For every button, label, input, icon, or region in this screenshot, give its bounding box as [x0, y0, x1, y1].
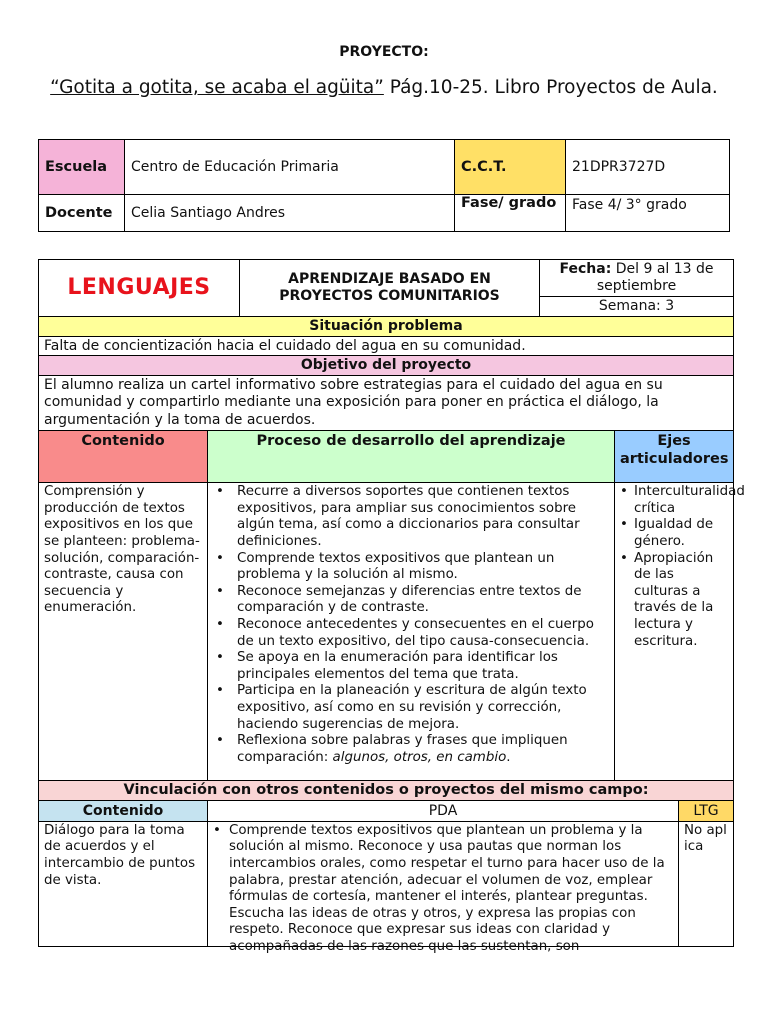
cct-value: 21DPR3727D — [566, 140, 730, 195]
objetivo-label: Objetivo del proyecto — [39, 356, 734, 376]
eje-item: • Interculturalidad crítica — [620, 484, 728, 517]
vinc-pda-cell — [208, 821, 679, 955]
fase-value: Fase 4/ 3° grado — [566, 195, 730, 232]
proceso-item: • Se apoya en la enumeración para identificar los principales elementos del tema que trata. — [213, 650, 609, 683]
vinculacion-label: Vinculación con otros contenidos o proyectos del mismo campo: — [39, 781, 734, 801]
vinc-col-ltg: LTG — [679, 800, 734, 821]
docente-value: Celia Santiago Andres — [125, 195, 455, 232]
pda-item: • Comprende textos expositivos que plantean un problema y la solución al mismo. Reconoce y usa pautas que norman los intercambios orales, como respetar el turno para hacer uso de la palabra, prestar atención, adecuar el volumen de voz, emplear fórmulas de cortesía, mantener el interés, plantear preguntas. Escucha las ideas de otras y otros, y expresa las propias con respeto. Reconoce que expresar sus ideas con claridad y acompañadas de las razones que las sustentan, son — [213, 823, 673, 956]
proceso-item: • Reconoce antecedentes y consecuentes en el cuerpo de un texto expositivo, del tipo causa-consecuencia. — [213, 617, 609, 650]
contenido-text: Comprensión y producción de textos expositivos en los que se planteen: problema-solución, comparación-contraste, causa con secuencia y enumeración. — [39, 483, 208, 781]
proceso-item: • Participa en la planeación y escritura de algún texto expositivo, así como en su revisión y corrección, haciendo sugerencias de mejora. — [213, 683, 609, 733]
project-title — [30, 74, 738, 101]
proceso-list-cell — [208, 483, 615, 781]
col-proceso: Proceso de desarrollo del aprendizaje — [208, 431, 615, 483]
situacion-text: Falta de concientización hacia el cuidado del agua en su comunidad. — [39, 336, 734, 356]
school-info-table — [38, 139, 730, 232]
vinc-ltg-text — [679, 821, 734, 946]
col-contenido: Contenido — [39, 431, 208, 483]
cct-label: C.C.T. — [455, 140, 566, 195]
docente-label: Docente — [39, 195, 125, 232]
ejes-list-cell — [615, 483, 745, 781]
ejes-list — [620, 484, 745, 650]
proceso-list — [213, 484, 609, 766]
fase-label: Fase/ grado — [455, 195, 566, 232]
proceso-item: • Recurre a diversos soportes que contienen textos expositivos, para ampliar sus conocimientos sobre algún tema, así como a diccionarios para consultar definiciones. — [213, 484, 609, 550]
eje-item: • Apropiación de las culturas a través de la lectura y escritura. — [620, 551, 728, 651]
escuela-value: Centro de Educación Primaria — [125, 140, 455, 195]
semana: Semana: 3 — [540, 297, 734, 317]
escuela-label: Escuela — [39, 140, 125, 195]
eje-item: • Igualdad de género. — [620, 517, 728, 550]
lesson-plan-table — [38, 259, 745, 955]
proceso-item: • Reconoce semejanzas y diferencias entre textos de comparación y de contraste. — [213, 584, 609, 617]
situacion-label: Situación problema — [39, 317, 734, 337]
objetivo-text: El alumno realiza un cartel informativo sobre estrategias para el cuidado del agua en su comunidad y compartirlo mediante una exposición para poner en práctica el diálogo, la argumentación y la toma de acuerdos. — [39, 375, 734, 431]
vinc-contenido-clip: Diálogo para la toma de acuerdos y el intercambio de puntos de vista. — [44, 822, 196, 888]
vinc-ltg-clip: No aplica — [684, 822, 727, 855]
col-ejes: Ejes articuladores — [615, 431, 734, 483]
project-title-quoted: “Gotita a gotita, se acaba el agüita” — [50, 77, 384, 98]
project-title-reference: Pág.10-25. Libro Proyectos de Aula. — [383, 77, 718, 98]
proceso-last-prefix: Reflexiona sobre palabras y frases que impliquen comparación: — [237, 733, 568, 765]
fecha — [540, 260, 734, 297]
proceso-last-italic: algunos, otros, en cambio — [332, 749, 507, 765]
proceso-last-suffix: . — [506, 749, 511, 765]
vinc-pda-clip — [213, 822, 673, 955]
project-label: PROYECTO: — [339, 44, 429, 60]
vinc-col-contenido: Contenido — [39, 800, 208, 821]
pda-list — [213, 823, 673, 956]
vinc-contenido-text — [39, 821, 208, 946]
metodologia: APRENDIZAJE BASADO EN PROYECTOS COMUNITARIOS — [240, 260, 540, 317]
campo-formativo: LENGUAJES — [39, 260, 240, 317]
fecha-value: Del 9 al 13 de septiembre — [596, 261, 714, 294]
proceso-item: • Comprende textos expositivos que plantean un problema y la solución al mismo. — [213, 551, 609, 584]
fecha-label: Fecha: — [559, 261, 612, 277]
vinc-col-pda: PDA — [208, 800, 679, 821]
proceso-item — [213, 733, 609, 766]
